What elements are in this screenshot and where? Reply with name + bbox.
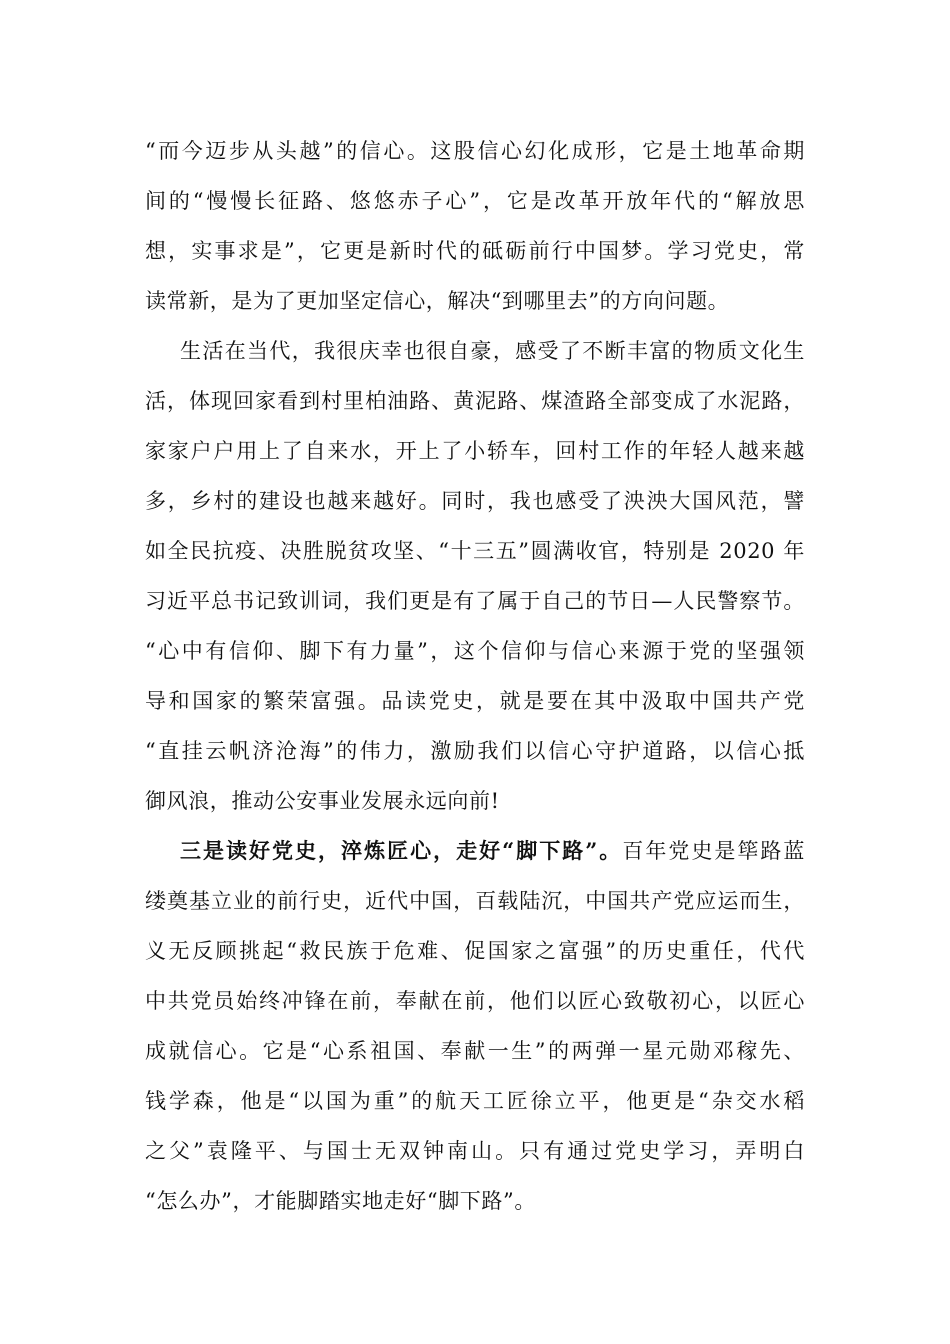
paragraph-3-line-4: 中共党员始终冲锋在前，奉献在前，他们以匠心致敬初心，以匠心 — [145, 989, 805, 1013]
paragraph-3-line-7: 之父”袁隆平、与国士无双钟南山。只有通过党史学习，弄明白 — [145, 1139, 805, 1163]
paragraph-2-line-1: 生活在当代，我很庆幸也很自豪，感受了不断丰富的物质文化生 — [180, 339, 805, 363]
paragraph-3-line-3: 义无反顾挑起“救民族于危难、促国家之富强”的历史重任，代代 — [145, 939, 805, 963]
paragraph-2-line-6: 习近平总书记致训词，我们更是有了属于自己的节日—人民警察节。 — [145, 589, 805, 613]
paragraph-1-line-1: “而今迈步从头越”的信心。这股信心幻化成形，它是土地革命期 — [145, 139, 805, 163]
paragraph-2-line-8: 导和国家的繁荣富强。品读党史，就是要在其中汲取中国共产党 — [145, 689, 805, 713]
paragraph-2-line-10: 御风浪，推动公安事业发展永远向前! — [145, 789, 500, 813]
paragraph-2-line-9: “直挂云帆济沧海”的伟力，激励我们以信心守护道路，以信心抵 — [145, 739, 805, 763]
paragraph-2-line-2: 活，体现回家看到村里柏油路、黄泥路、煤渣路全部变成了水泥路， — [145, 389, 805, 413]
paragraph-2-line-3: 家家户户用上了自来水，开上了小轿车，回村工作的年轻人越来越 — [145, 439, 805, 463]
paragraph-2-line-5: 如全民抗疫、决胜脱贫攻坚、“十三五”圆满收官，特别是 2020 年 — [145, 539, 805, 563]
paragraph-3-line-6: 钱学森，他是“以国为重”的航天工匠徐立平，他更是“杂交水稻 — [145, 1089, 805, 1113]
paragraph-3-line-8: “怎么办”，才能脚踏实地走好“脚下路”。 — [145, 1189, 536, 1213]
paragraph-2-line-7: “心中有信仰、脚下有力量”，这个信仰与信心来源于党的坚强领 — [145, 639, 805, 663]
paragraph-3-line-1 — [180, 836, 805, 866]
paragraph-1-line-4: 读常新，是为了更加坚定信心，解决“到哪里去”的方向问题。 — [145, 289, 730, 313]
paragraph-3-line-5: 成就信心。它是“心系祖国、奉献一生”的两弹一星元勋邓稼先、 — [145, 1039, 805, 1063]
paragraph-1-line-3: 想，实事求是”，它更是新时代的砥砺前行中国梦。学习党史，常 — [145, 239, 805, 263]
paragraph-3-line-1-rest: 百年党史是筚路蓝 — [622, 839, 805, 863]
paragraph-3-line-2: 缕奠基立业的前行史，近代中国，百载陆沉，中国共产党应运而生， — [145, 889, 805, 913]
paragraph-1-line-2: 间的“慢慢长征路、悠悠赤子心”，它是改革开放年代的“解放思 — [145, 189, 805, 213]
section-heading: 三是读好党史，淬炼匠心，走好“脚下路”。 — [180, 838, 623, 863]
paragraph-2-line-4: 多，乡村的建设也越来越好。同时，我也感受了泱泱大国风范，譬 — [145, 489, 805, 513]
